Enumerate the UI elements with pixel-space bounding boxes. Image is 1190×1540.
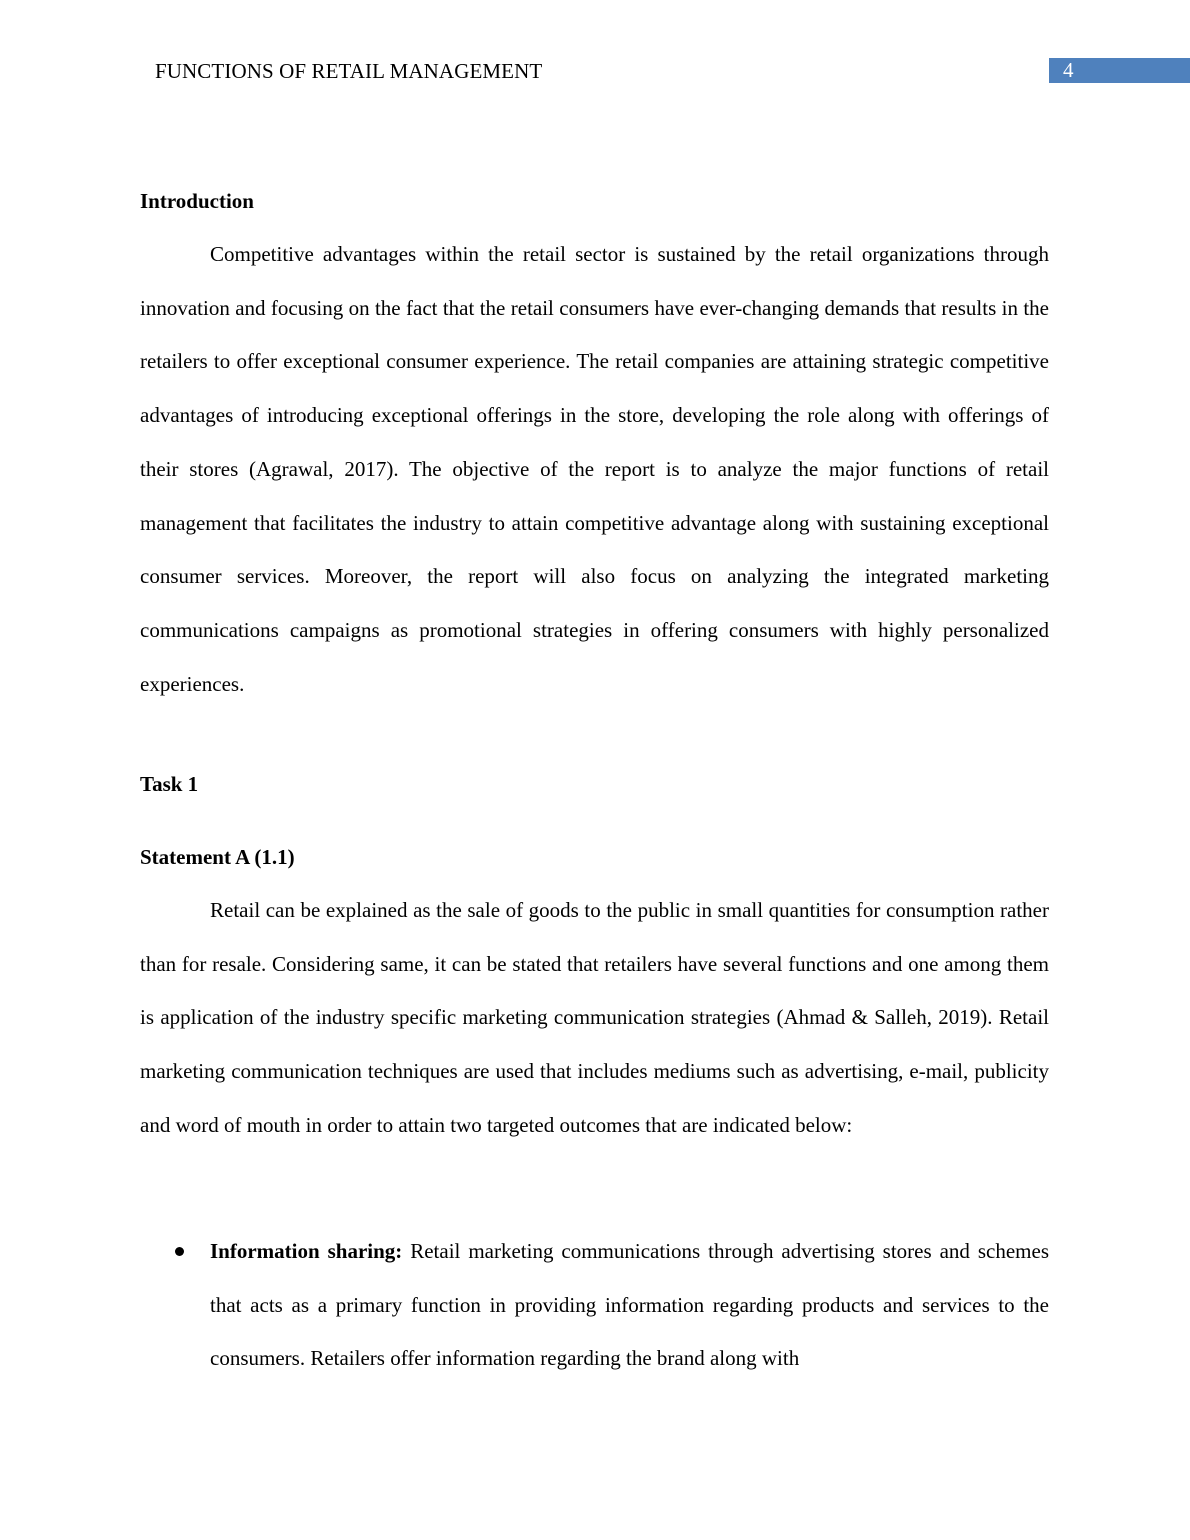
introduction-paragraph: Competitive advantages within the retail sector is sustained by the retail organizations through innovation and focusing on the fact that the retail consumers have ever-changing demands that results in the retailers to offer exceptional consumer experience. The retail companies are attaining strategic competitive advantages of introducing exceptional offerings in the store, developing the role along with offerings of their stores (Agrawal, 2017). The objective of the report is to analyze the major functions of retail management that facilitates the industry to attain competitive advantage along with sustaining exceptional consumer services. Moreover, the report will also focus on analyzing the integrated marketing communications campaigns as promotional strategies in offering consumers with highly personalized experiences. xyxy=(140,242,1049,696)
statement-a-heading: Statement A (1.1) xyxy=(140,845,295,869)
outcomes-bullet-list xyxy=(140,1225,1049,1386)
introduction-heading: Introduction xyxy=(140,189,254,213)
bullet-dot-icon xyxy=(175,1247,184,1256)
running-header-title: FUNCTIONS OF RETAIL MANAGEMENT xyxy=(155,59,543,83)
bullet-term: Information sharing: xyxy=(210,1239,403,1263)
bullet-item-information-sharing xyxy=(140,1225,1049,1386)
statement-a-paragraph: Retail can be explained as the sale of goods to the public in small quantities for consumption rather than for resale. Considering same, it can be stated that retailers have several functions and one among them is application of the industry specific marketing communication strategies (Ahmad & Salleh, 2019). Retail marketing communication techniques are used that includes mediums such as advertising, e-mail, publicity and word of mouth in order to attain two targeted outcomes that are indicated below: xyxy=(140,898,1049,1137)
task-1-heading: Task 1 xyxy=(140,772,199,796)
page-number-bar xyxy=(1049,58,1190,83)
bullet-text: Retail marketing communications through advertising stores and schemes that acts as a primary function in providing information regarding products and services to the consumers. Retailers offer information regarding the brand along with xyxy=(210,1239,1049,1371)
page-number: 4 xyxy=(1063,58,1074,82)
